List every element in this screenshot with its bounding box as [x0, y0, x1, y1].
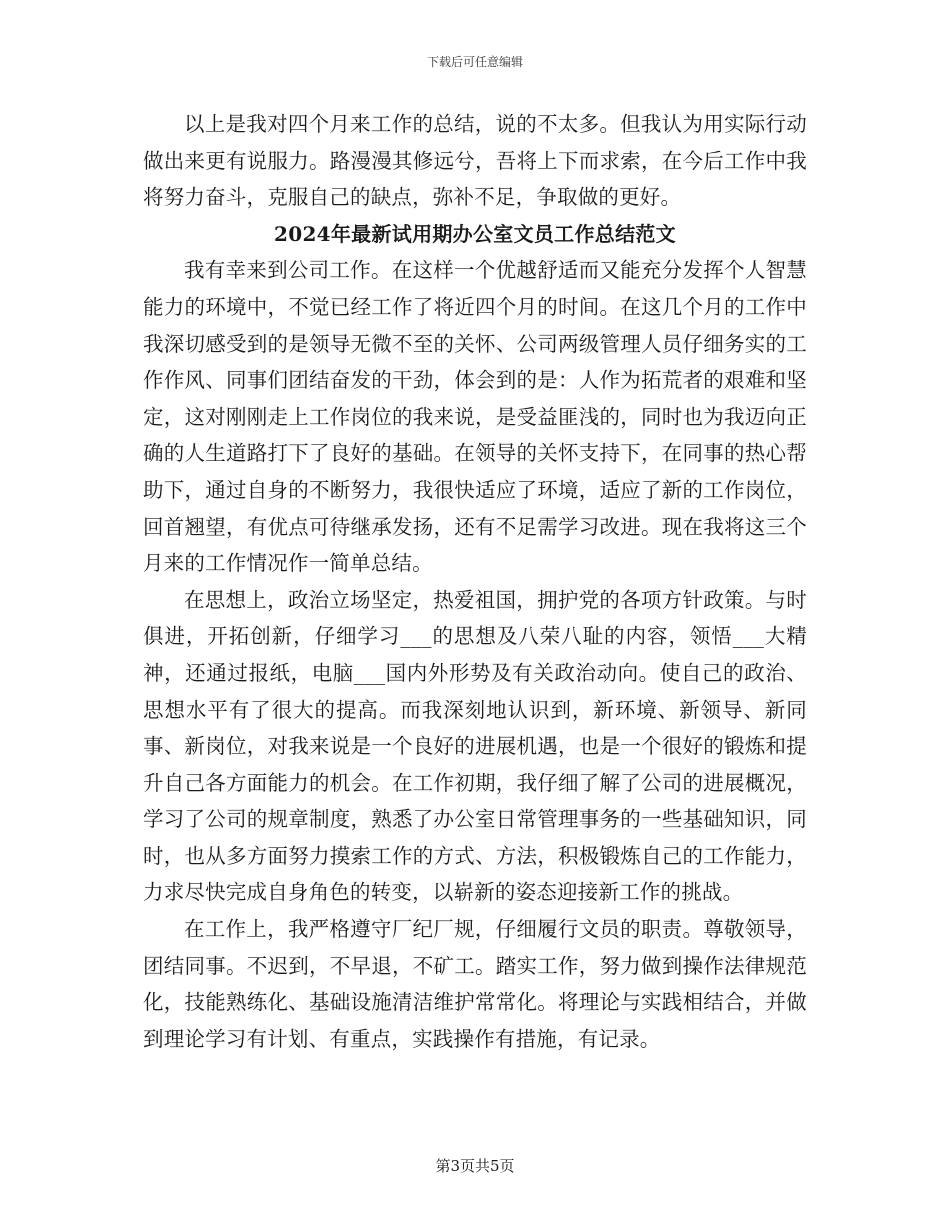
page-number: 第3页共5页: [435, 1157, 515, 1175]
intro-paragraph: 以上是我对四个月来工作的总结，说的不太多。但我认为用实际行动做出来更有说服力。路漫漫其修远兮，吾将上下而求索，在今后工作中我将努力奋斗，克服自己的缺点，弥补不足，争取做的更好。: [143, 112, 807, 210]
body-paragraph-1: 我有幸来到公司工作。在这样一个优越舒适而又能充分发挥个人智慧能力的环境中，不觉已经工作了将近四个月的时间。在这几个月的工作中我深切感受到的是领导无微不至的关怀、公司两级管理人员仔细务实的工作作风、同事们团结奋发的干劲，体会到的是：人作为拓荒者的艰难和坚定，这对刚刚走上工作岗位的我来说，是受益匪浅的，同时也为我迈向正确的人生道路打下了良好的基础。在领导的关怀支持下，在同事的热心帮助下，通过自身的不断努力，我很快适应了环境，适应了新的工作岗位，回首翘望，有优点可待继承发扬，还有不足需学习改进。现在我将这三个月来的工作情况作一简单总结。: [143, 258, 807, 576]
document-body: [143, 106, 807, 1057]
body-paragraph-3: 在工作上，我严格遵守厂纪厂规，仔细履行文员的职责。尊敬领导，团结同事。不迟到，不早退，不矿工。踏实工作，努力做到操作法律规范化，技能熟练化、基础设施清洁维护常常化。将理论与实践相结合，并做到理论学习有计划、有重点，实践操作有措施，有记录。: [143, 917, 807, 1051]
body-paragraph-2: 在思想上，政治立场坚定，热爱祖国，拥护党的各项方针政策。与时俱进，开拓创新，仔细学习___的思想及八荣八耻的内容，领悟___大精神，还通过报纸，电脑___国内外形势及有关政治动向。使自己的政治、思想水平有了很大的提高。而我深刻地认识到，新环境、新领导、新同事、新岗位，对我来说是一个良好的进展机遇，也是一个很好的锻炼和提升自己各方面能力的机会。在工作初期，我仔细了解了公司的进展概况，学习了公司的规章制度，熟悉了办公室日常管理事务的一些基础知识，同时，也从多方面努力摸索工作的方式、方法，积极锻炼自己的工作能力，力求尽快完成自身角色的转变，以崭新的姿态迎接新工作的挑战。: [143, 587, 807, 905]
header-note: 下载后可任意编辑: [426, 55, 523, 69]
document-title: 2024年最新试用期办公室文员工作总结范文: [274, 221, 676, 246]
